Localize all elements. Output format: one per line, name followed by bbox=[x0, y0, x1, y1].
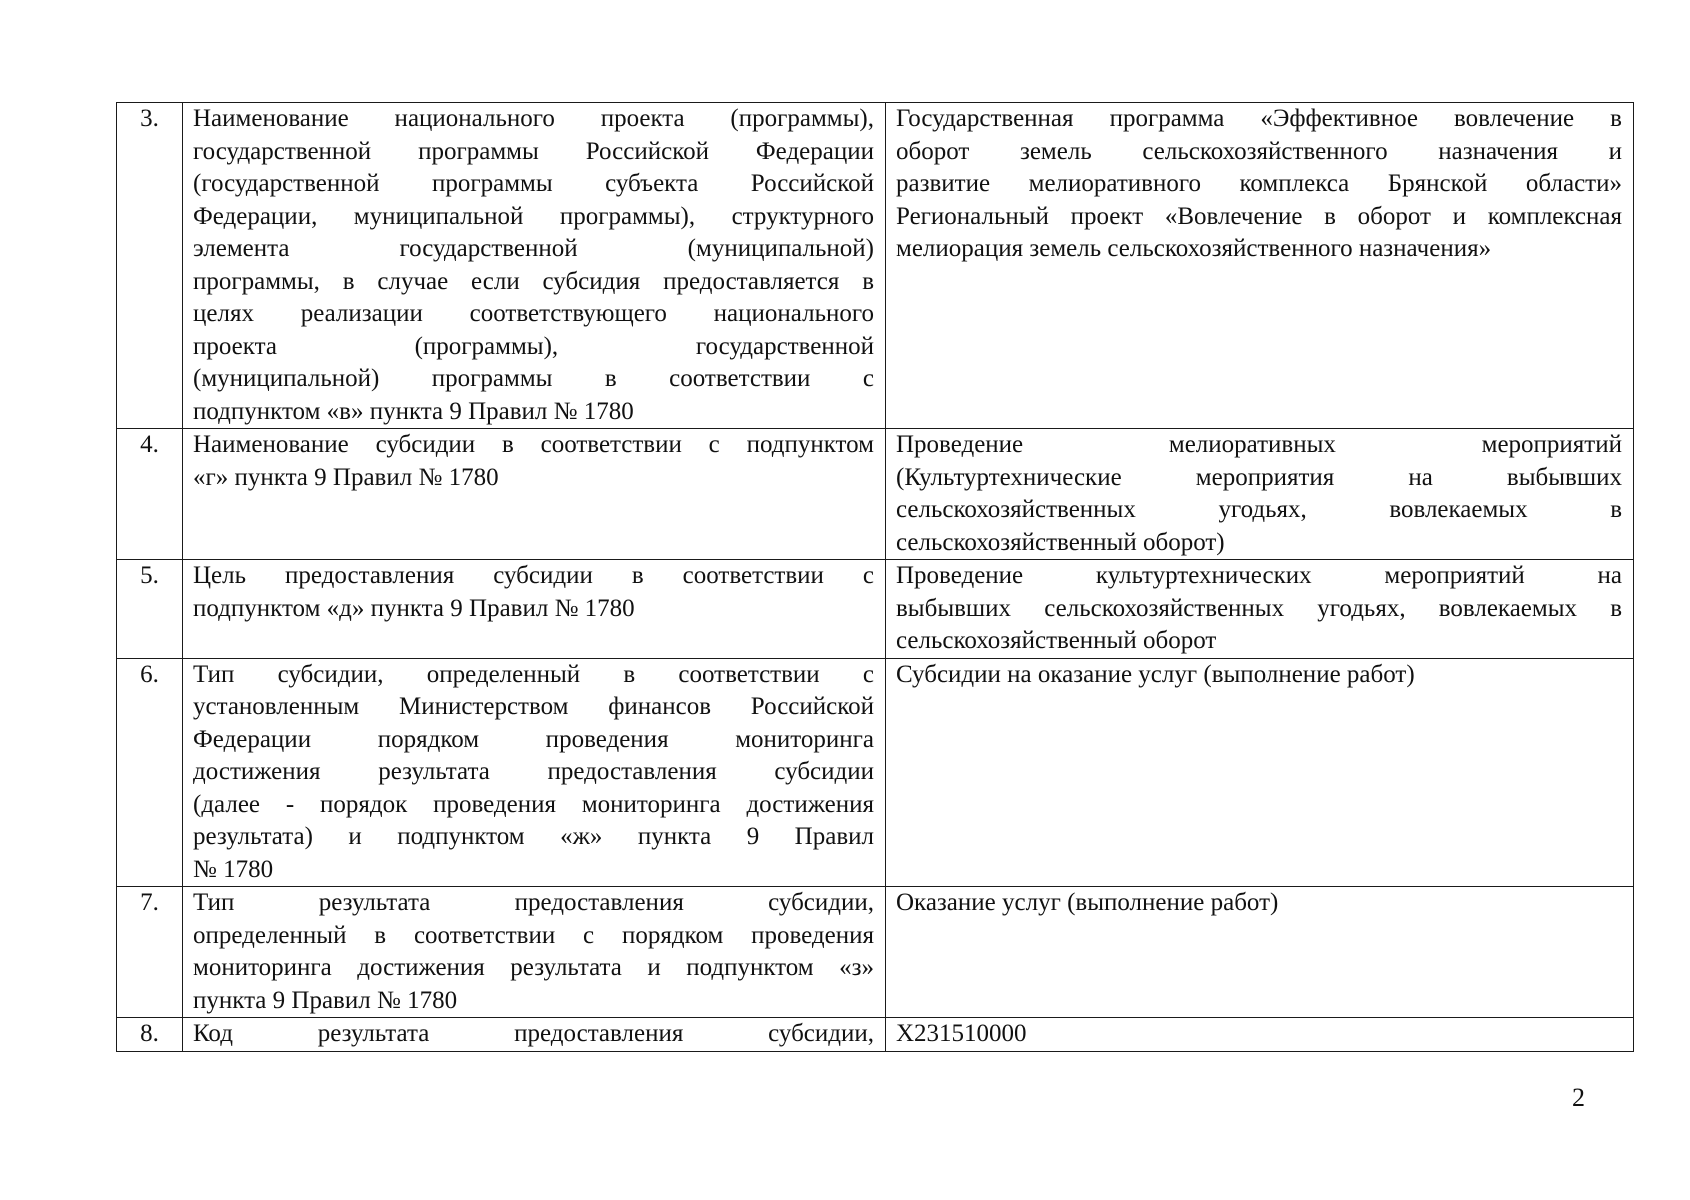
text-line: элемента государственной (муниципальной) bbox=[193, 235, 874, 262]
text-line: Региональный проект «Вовлечение в оборот и комплексная bbox=[896, 202, 1622, 230]
text-line: «г» пункта 9 Правил № 1780 bbox=[193, 463, 499, 491]
text-line: целях реализации соответствующего национального bbox=[193, 300, 874, 327]
text-line: государственной программы Российской Федерации bbox=[193, 137, 874, 165]
table-row bbox=[117, 887, 1634, 1018]
text-line: (государственной программы субъекта Российской bbox=[193, 170, 874, 197]
row-number: 3. bbox=[117, 103, 183, 429]
text-line: мониторинга достижения результата и подпунктом «з» bbox=[193, 954, 874, 981]
item-description bbox=[183, 103, 886, 429]
text-line: выбывших сельскохозяйственных угодьях, вовлекаемых в bbox=[896, 594, 1622, 622]
text-line: Х231510000 bbox=[896, 1020, 1027, 1047]
item-value bbox=[886, 429, 1634, 560]
row-number: 6. bbox=[117, 658, 183, 887]
text-line: оборот земель сельскохозяйственного назначения и bbox=[896, 137, 1622, 165]
text-line: достижения результата предоставления субсидии bbox=[193, 758, 874, 785]
table-row bbox=[117, 1018, 1634, 1052]
text-line: (Культуртехнические мероприятия на выбывших bbox=[896, 463, 1622, 491]
text-line: пункта 9 Правил № 1780 bbox=[193, 986, 458, 1014]
text-line: сельскохозяйственный оборот bbox=[896, 627, 1217, 654]
text-line: сельскохозяйственный оборот) bbox=[896, 528, 1225, 556]
text-line: Код результата предоставления субсидии, bbox=[193, 1020, 874, 1047]
document-table bbox=[116, 102, 1634, 1052]
text-line: мелиорация земель сельскохозяйственного назначения» bbox=[896, 235, 1492, 262]
item-value bbox=[886, 103, 1634, 429]
item-description bbox=[183, 429, 886, 560]
row-number: 5. bbox=[117, 560, 183, 659]
item-description bbox=[183, 560, 886, 659]
table-row bbox=[117, 560, 1634, 659]
item-value bbox=[886, 560, 1634, 659]
text-line: установленным Министерством финансов Российской bbox=[193, 693, 874, 720]
table-row bbox=[117, 658, 1634, 887]
text-line: проекта (программы), государственной bbox=[193, 332, 874, 360]
text-line: Субсидии на оказание услуг (выполнение работ) bbox=[896, 660, 1415, 688]
text-line: Тип субсидии, определенный в соответствии с bbox=[193, 660, 874, 688]
text-line: результата) и подпунктом «ж» пункта 9 Правил bbox=[193, 823, 874, 850]
text-line: программы, в случае если субсидия предоставляется в bbox=[193, 267, 874, 295]
text-line: Проведение культуртехнических мероприятий на bbox=[896, 562, 1622, 589]
text-line: Оказание услуг (выполнение работ) bbox=[896, 889, 1279, 916]
row-number: 7. bbox=[117, 887, 183, 1018]
table-row bbox=[117, 429, 1634, 560]
text-line: определенный в соответствии с порядком проведения bbox=[193, 921, 874, 949]
text-line: (далее - порядок проведения мониторинга достижения bbox=[193, 790, 874, 818]
page-number: 2 bbox=[1572, 1083, 1585, 1112]
table-body bbox=[117, 103, 1634, 1052]
text-line: Государственная программа «Эффективное вовлечение в bbox=[896, 105, 1622, 132]
text-line: Федерации порядком проведения мониторинга bbox=[193, 725, 874, 753]
item-description bbox=[183, 658, 886, 887]
item-value bbox=[886, 1018, 1634, 1052]
item-value bbox=[886, 658, 1634, 887]
text-line: № 1780 bbox=[193, 855, 274, 883]
text-line: подпунктом «в» пункта 9 Правил № 1780 bbox=[193, 397, 634, 425]
item-value bbox=[886, 887, 1634, 1018]
item-description bbox=[183, 1018, 886, 1052]
text-line: (муниципальной) программы в соответствии с bbox=[193, 365, 874, 392]
text-line: Наименование субсидии в соответствии с подпунктом bbox=[193, 431, 874, 458]
text-line: сельскохозяйственных угодьях, вовлекаемых в bbox=[896, 496, 1622, 523]
text-line: Цель предоставления субсидии в соответствии с bbox=[193, 562, 874, 589]
text-line: Наименование национального проекта (программы), bbox=[193, 105, 874, 132]
text-line: Проведение мелиоративных мероприятий bbox=[896, 431, 1622, 458]
row-number: 8. bbox=[117, 1018, 183, 1052]
table-row bbox=[117, 103, 1634, 429]
item-description bbox=[183, 887, 886, 1018]
row-number: 4. bbox=[117, 429, 183, 560]
text-line: подпунктом «д» пункта 9 Правил № 1780 bbox=[193, 594, 635, 622]
text-line: развитие мелиоративного комплекса Брянской области» bbox=[896, 170, 1622, 197]
text-line: Тип результата предоставления субсидии, bbox=[193, 889, 874, 916]
text-line: Федерации, муниципальной программы), структурного bbox=[193, 202, 874, 230]
